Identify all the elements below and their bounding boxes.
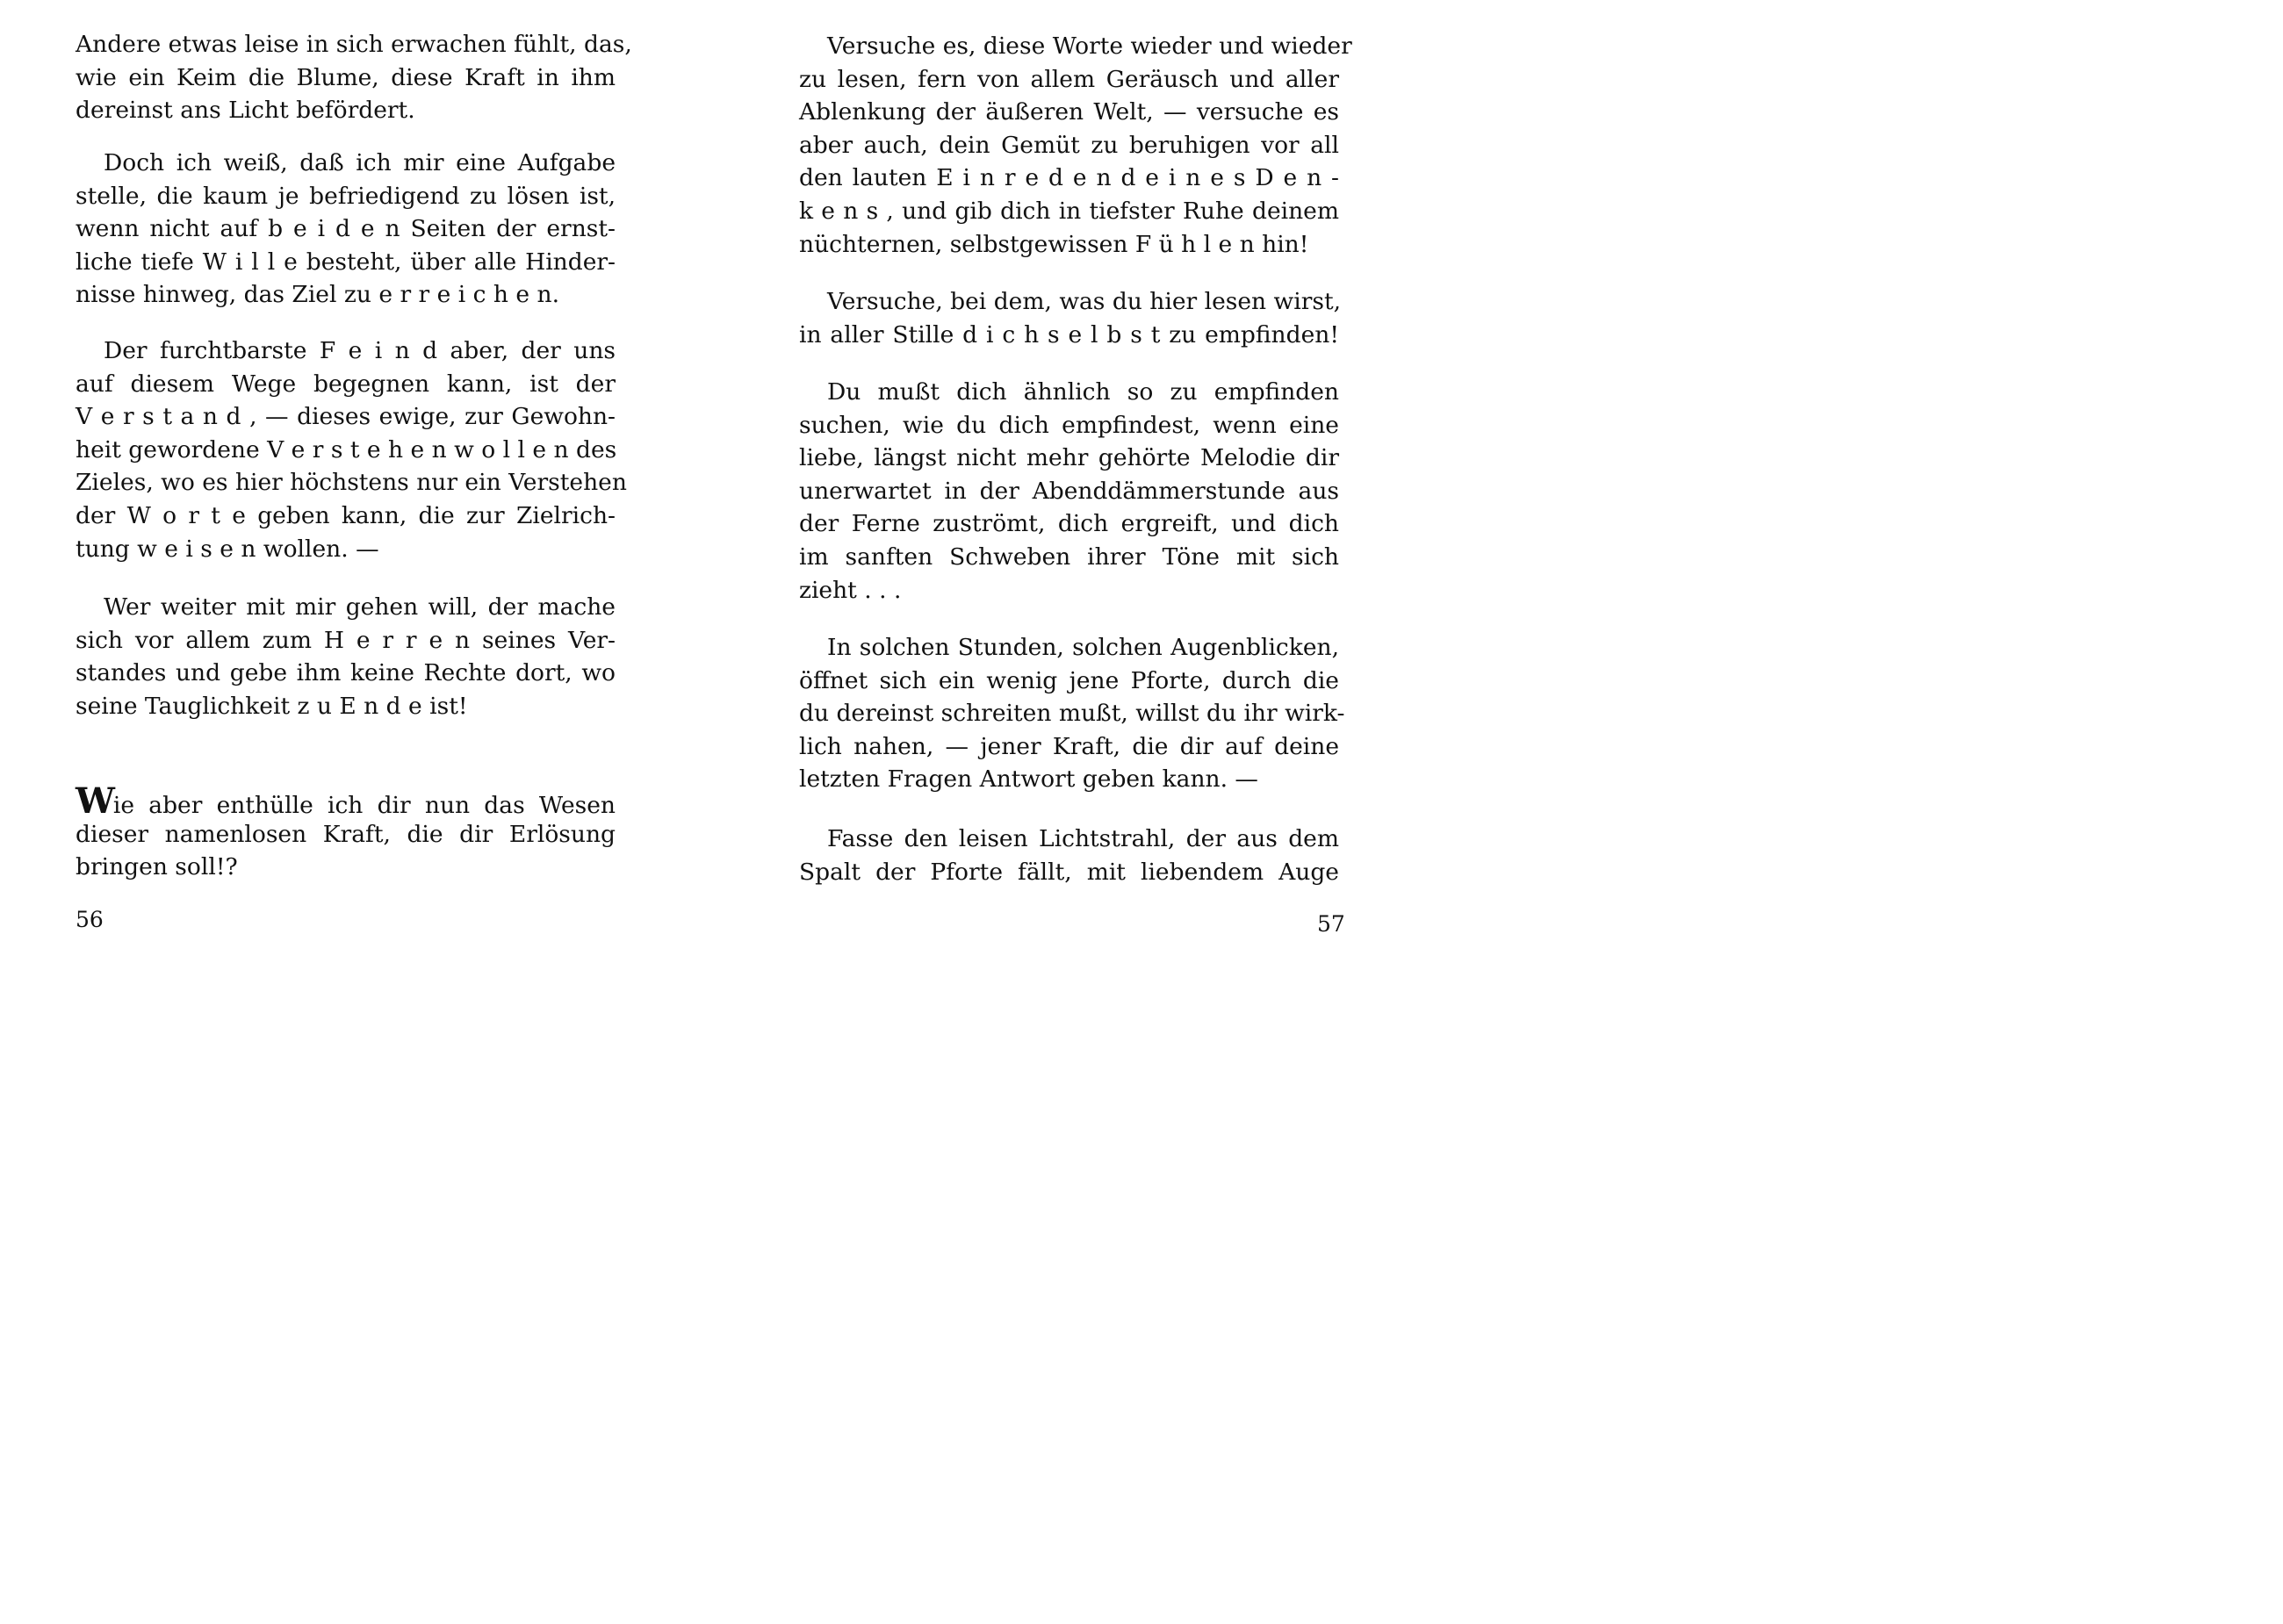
text-line: zu lesen, fern von allem Geräusch und aller	[799, 65, 1339, 93]
text-line: In solchen Stunden, solchen Augenblicken,	[827, 634, 1339, 661]
paragraph	[799, 631, 1345, 796]
paragraph	[799, 376, 1339, 607]
text-line: den lauten E i n r e d e n d e i n e s D e n -	[799, 164, 1339, 192]
text-line: heit gewordene V e r s t e h e n w o l l e n des	[76, 435, 617, 463]
text-line: Wer weiter mit mir gehen will, der mache	[104, 593, 616, 621]
text-line	[76, 780, 616, 822]
text-line: unerwartet in der Abenddämmerstunde aus	[799, 477, 1339, 505]
text-line-rest: ie aber enthülle ich dir nun das Wesen	[112, 792, 616, 819]
text-line: Der furchtbarste F e i n d aber, der uns	[104, 337, 616, 364]
text-line: Versuche, bei dem, was du hier lesen wirst,	[827, 288, 1342, 315]
text-line: öffnet sich ein wenig jene Pforte, durch die	[799, 666, 1339, 694]
text-line: stelle, die kaum je befriedigend zu lösen ist,	[76, 182, 616, 210]
text-line: standes und gebe ihm keine Rechte dort, wo	[76, 659, 616, 687]
text-line: Spalt der Pforte fällt, mit liebendem Auge	[799, 858, 1339, 886]
text-line: suchen, wie du dich empfindest, wenn eine	[799, 411, 1339, 439]
text-line: Fasse den leisen Lichtstrahl, der aus dem	[827, 825, 1339, 852]
text-line: du dereinst schreiten mußt, willst du ihr wirk-	[799, 700, 1345, 728]
text-line: aber auch, dein Gemüt zu beruhigen vor all	[799, 131, 1339, 159]
text-line: dereinst ans Licht befördert.	[76, 97, 415, 125]
paragraph	[799, 285, 1342, 351]
text-line: bringen soll!?	[76, 853, 238, 881]
text-line: Du mußt dich ähnlich so zu empfinden	[827, 378, 1339, 406]
initial-letter: W	[76, 780, 113, 822]
text-line: Versuche es, diese Worte wieder und wieder	[827, 32, 1352, 60]
text-line: zieht . . .	[799, 576, 902, 604]
text-line: Doch ich weiß, daß ich mir eine Aufgabe	[104, 149, 616, 176]
text-line: Andere etwas leise in sich erwachen fühlt, das,	[76, 31, 632, 58]
paragraph	[76, 28, 632, 127]
paragraph	[76, 591, 616, 722]
text-line: letzten Fragen Antwort geben kann. —	[799, 765, 1258, 794]
paragraph	[799, 823, 1339, 888]
text-line: in aller Stille d i c h s e l b s t zu empfinden!	[799, 320, 1339, 349]
text-line: der W o r t e geben kann, die zur Zielrich-	[76, 501, 616, 529]
paragraph	[76, 147, 616, 312]
text-line: seine Tauglichkeit z u E n d e ist!	[76, 692, 468, 720]
paragraph	[76, 334, 627, 565]
text-line: wenn nicht auf b e i d e n Seiten der ernst-	[76, 215, 616, 243]
text-line: lich nahen, — jener Kraft, die dir auf deine	[799, 732, 1339, 760]
text-line: nisse hinweg, das Ziel zu e r r e i c h e n.	[76, 281, 559, 309]
text-line: Zieles, wo es hier höchstens nur ein Verstehen	[76, 469, 627, 497]
text-line: V e r s t a n d , — dieses ewige, zur Gewohn-	[76, 403, 616, 431]
text-line: liebe, längst nicht mehr gehörte Melodie dir	[799, 444, 1339, 472]
paragraph-with-initial	[76, 780, 616, 884]
text-line: wie ein Keim die Blume, diese Kraft in ihm	[76, 63, 616, 91]
page-number: 57	[1317, 911, 1345, 937]
text-line: Ablenkung der äußeren Welt, — versuche es	[799, 98, 1339, 126]
text-line: dieser namenlosen Kraft, die dir Erlösung	[76, 820, 616, 848]
text-line: sich vor allem zum H e r r e n seines Ver-	[76, 626, 616, 654]
text-line: der Ferne zuströmt, dich ergreift, und dich	[799, 510, 1339, 538]
text-line: nüchternen, selbstgewissen F ü h l e n hin!	[799, 230, 1309, 258]
page-number: 56	[76, 907, 104, 932]
text-line: tung w e i s e n wollen. —	[76, 535, 379, 563]
text-line: k e n s , und gib dich in tiefster Ruhe deinem	[799, 197, 1339, 225]
paragraph	[799, 30, 1352, 261]
text-line: im sanften Schweben ihrer Töne mit sich	[799, 543, 1339, 571]
text-line: auf diesem Wege begegnen kann, ist der	[76, 370, 616, 398]
text-line: liche tiefe W i l l e besteht, über alle Hinder-	[76, 248, 616, 276]
